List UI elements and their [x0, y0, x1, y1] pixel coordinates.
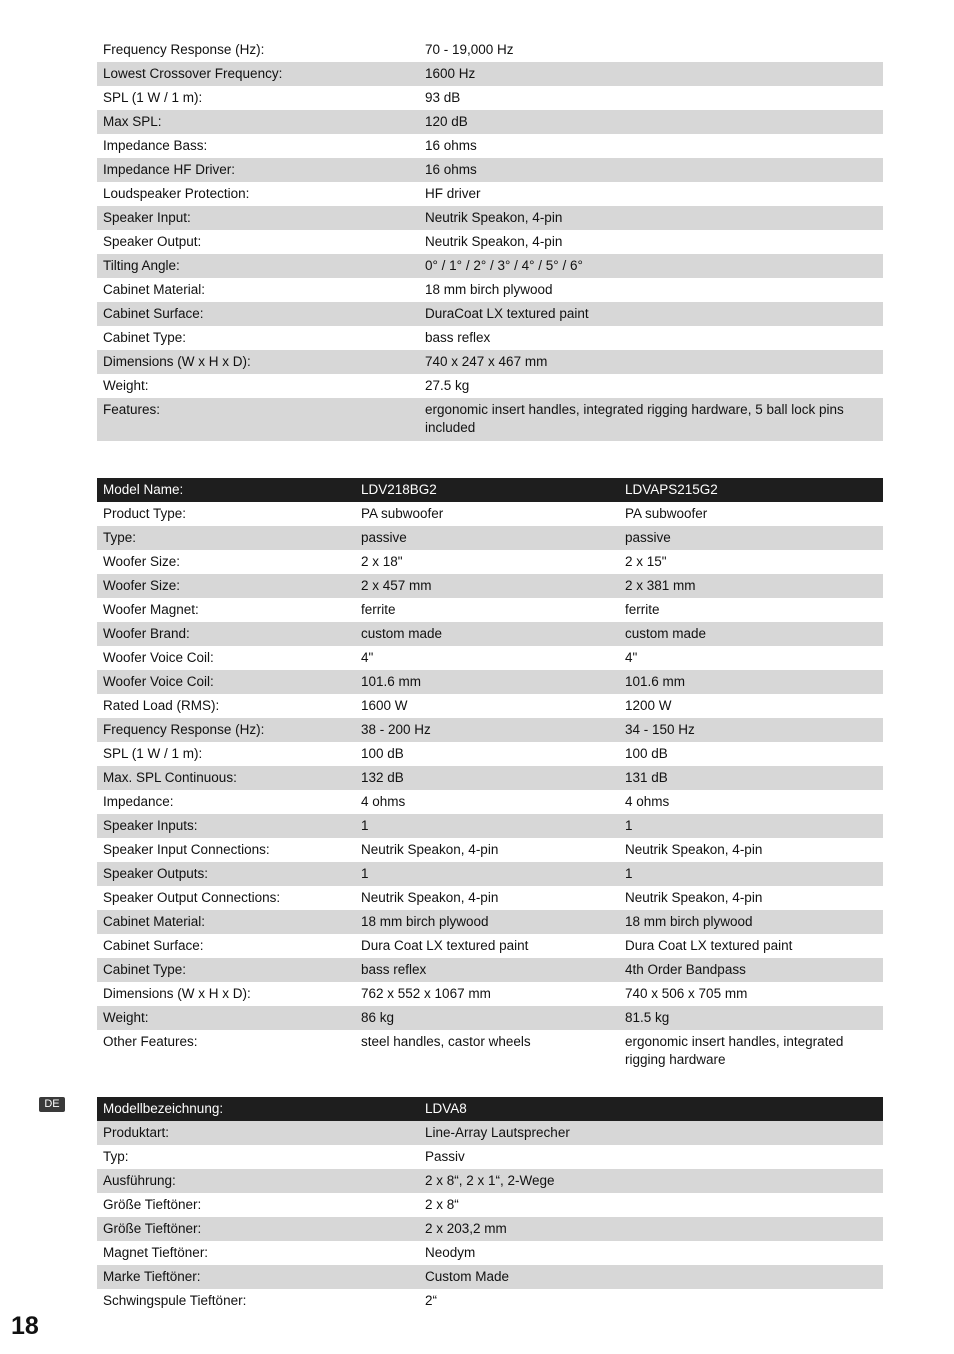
table-row [97, 182, 883, 206]
table-row [97, 302, 883, 326]
table-row [97, 1030, 883, 1072]
spec-table-1 [97, 38, 883, 441]
spec-label: Impedance HF Driver: [103, 162, 236, 177]
spec-value: bass reflex [361, 962, 427, 977]
spec-label: Impedance: [103, 794, 174, 809]
spec-value: 16 ohms [425, 138, 477, 153]
spec-value: 2 x 18" [361, 554, 403, 569]
table-row [97, 1006, 883, 1030]
table-row [97, 718, 883, 742]
spec-value: passive [361, 530, 407, 545]
spec-label: Marke Tieftöner: [103, 1269, 201, 1284]
table-row [97, 622, 883, 646]
spec-label: Max. SPL Continuous: [103, 770, 237, 785]
spec-label: Cabinet Type: [103, 330, 187, 345]
spec-label: Schwingspule Tieftöner: [103, 1293, 247, 1308]
spec-value: 0° / 1° / 2° / 3° / 4° / 5° / 6° [425, 258, 583, 273]
column-header: Modellbezeichnung: [103, 1101, 224, 1116]
spec-value: Neutrik Speakon, 4-pin [361, 842, 499, 857]
table-row [97, 886, 883, 910]
spec-value: Passiv [425, 1149, 465, 1164]
spec-label: Type: [103, 530, 137, 545]
spec-value: passive [625, 530, 671, 545]
spec-value: 4 ohms [361, 794, 406, 809]
spec-label: Cabinet Surface: [103, 306, 204, 321]
table-row [97, 526, 883, 550]
spec-label: Features: [103, 402, 161, 417]
spec-value: 100 dB [625, 746, 668, 761]
spec-value: 81.5 kg [625, 1010, 670, 1025]
spec-label: Speaker Input: [103, 210, 191, 225]
spec-value: 101.6 mm [361, 674, 422, 689]
language-badge: DE [39, 1097, 65, 1112]
spec-label: Dimensions (W x H x D): [103, 354, 251, 369]
column-header: LDVAPS215G2 [625, 482, 718, 497]
table-row [97, 694, 883, 718]
spec-value: Custom Made [425, 1269, 510, 1284]
table-row [97, 62, 883, 86]
spec-value: 34 - 150 Hz [625, 722, 695, 737]
table-row [97, 374, 883, 398]
table-row [97, 278, 883, 302]
spec-value: 38 - 200 Hz [361, 722, 431, 737]
spec-label: Loudspeaker Protection: [103, 186, 250, 201]
table-row [97, 838, 883, 862]
table-row [97, 1145, 883, 1169]
spec-label: Max SPL: [103, 114, 162, 129]
spec-value: Neutrik Speakon, 4-pin [425, 210, 563, 225]
table-row [97, 766, 883, 790]
spec-label: Frequency Response (Hz): [103, 42, 265, 57]
spec-label: Woofer Voice Coil: [103, 650, 214, 665]
spec-label: Speaker Outputs: [103, 866, 209, 881]
spec-value: custom made [625, 626, 707, 641]
spec-value: 100 dB [361, 746, 404, 761]
spec-value: Neutrik Speakon, 4-pin [625, 842, 763, 857]
spec-label: Other Features: [103, 1034, 198, 1049]
spec-label: Größe Tieftöner: [103, 1221, 202, 1236]
spec-label: Magnet Tieftöner: [103, 1245, 209, 1260]
spec-label: Woofer Size: [103, 578, 181, 593]
spec-label: Cabinet Material: [103, 282, 206, 297]
spec-value: 18 mm birch plywood [425, 282, 553, 297]
table-row [97, 1193, 883, 1217]
spec-label: Cabinet Material: [103, 914, 206, 929]
spec-value: 1 [625, 818, 633, 833]
page-number: 18 [11, 1312, 39, 1340]
spec-value: 2 x 8“ [425, 1197, 459, 1212]
table-header-row [97, 478, 883, 502]
spec-value: 4 ohms [625, 794, 670, 809]
column-header: LDV218BG2 [361, 482, 437, 497]
spec-value: 131 dB [625, 770, 668, 785]
table-row [97, 982, 883, 1006]
table-row [97, 646, 883, 670]
spec-label: Woofer Brand: [103, 626, 190, 641]
spec-value: HF driver [425, 186, 481, 201]
spec-value: 2 x 381 mm [625, 578, 696, 593]
table-row [97, 934, 883, 958]
table-row [97, 134, 883, 158]
spec-value: 1 [361, 818, 369, 833]
spec-label: Cabinet Surface: [103, 938, 204, 953]
table-row [97, 1241, 883, 1265]
spec-value: 101.6 mm [625, 674, 686, 689]
spec-label: Produktart: [103, 1125, 170, 1140]
spec-value: ferrite [361, 602, 396, 617]
spec-value: DuraCoat LX textured paint [425, 306, 589, 321]
table-row [97, 574, 883, 598]
spec-label: Ausführung: [103, 1173, 176, 1188]
table-row [97, 110, 883, 134]
spec-label: Cabinet Type: [103, 962, 187, 977]
spec-value: steel handles, castor wheels [361, 1034, 531, 1049]
spec-value: 4th Order Bandpass [625, 962, 746, 977]
spec-label: Woofer Voice Coil: [103, 674, 214, 689]
table-row [97, 598, 883, 622]
table-row [97, 1169, 883, 1193]
spec-value: custom made [361, 626, 443, 641]
table-row [97, 670, 883, 694]
spec-label: Weight: [103, 378, 149, 393]
spec-value: 1 [361, 866, 369, 881]
table-row [97, 38, 883, 62]
spec-value: bass reflex [425, 330, 491, 345]
table-row [97, 398, 883, 441]
spec-label: Speaker Input Connections: [103, 842, 270, 857]
table-row [97, 910, 883, 934]
spec-value: 2“ [425, 1293, 438, 1308]
spec-value: Dura Coat LX textured paint [361, 938, 529, 953]
table-header-row [97, 1097, 883, 1121]
table-row [97, 1121, 883, 1145]
spec-value: 132 dB [361, 770, 404, 785]
column-header: Model Name: [103, 482, 184, 497]
spec-value: 2 x 15" [625, 554, 667, 569]
table-row [97, 742, 883, 766]
table-row [97, 790, 883, 814]
spec-value: ergonomic insert handles, integrated rigging hardware [625, 1034, 844, 1067]
spec-value: 2 x 457 mm [361, 578, 432, 593]
column-header: LDVA8 [425, 1101, 467, 1116]
spec-label: Rated Load (RMS): [103, 698, 220, 713]
spec-value: 4" [625, 650, 638, 665]
spec-value: ferrite [625, 602, 660, 617]
spec-label: Impedance Bass: [103, 138, 208, 153]
table-row [97, 1265, 883, 1289]
spec-value: Line-Array Lautsprecher [425, 1125, 570, 1140]
spec-label: SPL (1 W / 1 m): [103, 746, 203, 761]
spec-value: 70 - 19,000 Hz [425, 42, 514, 57]
spec-value: 2 x 8“, 2 x 1“, 2-Wege [425, 1173, 555, 1188]
spec-label: Woofer Magnet: [103, 602, 199, 617]
spec-value: 120 dB [425, 114, 468, 129]
spec-label: Product Type: [103, 506, 187, 521]
spec-value: 16 ohms [425, 162, 477, 177]
table-row [97, 230, 883, 254]
spec-label: Tilting Angle: [103, 258, 180, 273]
spec-value: Neutrik Speakon, 4-pin [625, 890, 763, 905]
spec-value: 1 [625, 866, 633, 881]
table-row [97, 814, 883, 838]
spec-value: Dura Coat LX textured paint [625, 938, 793, 953]
spec-value: PA subwoofer [625, 506, 708, 521]
spec-value: 740 x 247 x 467 mm [425, 354, 548, 369]
spec-value: Neutrik Speakon, 4-pin [425, 234, 563, 249]
spec-value: 27.5 kg [425, 378, 470, 393]
spec-value: Neodym [425, 1245, 476, 1260]
spec-value: 93 dB [425, 90, 461, 105]
spec-value: 1600 W [361, 698, 408, 713]
table-row [97, 550, 883, 574]
spec-table-2 [97, 478, 883, 1072]
spec-value: 1200 W [625, 698, 672, 713]
spec-value: PA subwoofer [361, 506, 444, 521]
table-row [97, 1289, 883, 1313]
spec-label: Speaker Inputs: [103, 818, 198, 833]
spec-value: 86 kg [361, 1010, 395, 1025]
spec-label: Dimensions (W x H x D): [103, 986, 251, 1001]
spec-label: Größe Tieftöner: [103, 1197, 202, 1212]
spec-value: 4" [361, 650, 374, 665]
spec-value: Neutrik Speakon, 4-pin [361, 890, 499, 905]
spec-label: Woofer Size: [103, 554, 181, 569]
table-row [97, 502, 883, 526]
table-row [97, 86, 883, 110]
spec-label: Frequency Response (Hz): [103, 722, 265, 737]
spec-label: Weight: [103, 1010, 149, 1025]
table-row [97, 326, 883, 350]
spec-value: 2 x 203,2 mm [425, 1221, 507, 1236]
table-row [97, 206, 883, 230]
spec-table-3 [97, 1097, 883, 1313]
spec-value: 18 mm birch plywood [361, 914, 489, 929]
table-row [97, 862, 883, 886]
spec-label: SPL (1 W / 1 m): [103, 90, 203, 105]
spec-label: Speaker Output Connections: [103, 890, 281, 905]
table-row [97, 158, 883, 182]
spec-label: Speaker Output: [103, 234, 202, 249]
spec-label: Lowest Crossover Frequency: [103, 66, 283, 81]
table-row [97, 1217, 883, 1241]
spec-value: 740 x 506 x 705 mm [625, 986, 748, 1001]
spec-label: Typ: [103, 1149, 129, 1164]
spec-value: 1600 Hz [425, 66, 476, 81]
table-row [97, 350, 883, 374]
spec-value: 18 mm birch plywood [625, 914, 753, 929]
table-row [97, 254, 883, 278]
spec-value: 762 x 552 x 1067 mm [361, 986, 491, 1001]
spec-value: ergonomic insert handles, integrated rigging hardware, 5 ball lock pins included [425, 402, 844, 435]
table-row [97, 958, 883, 982]
